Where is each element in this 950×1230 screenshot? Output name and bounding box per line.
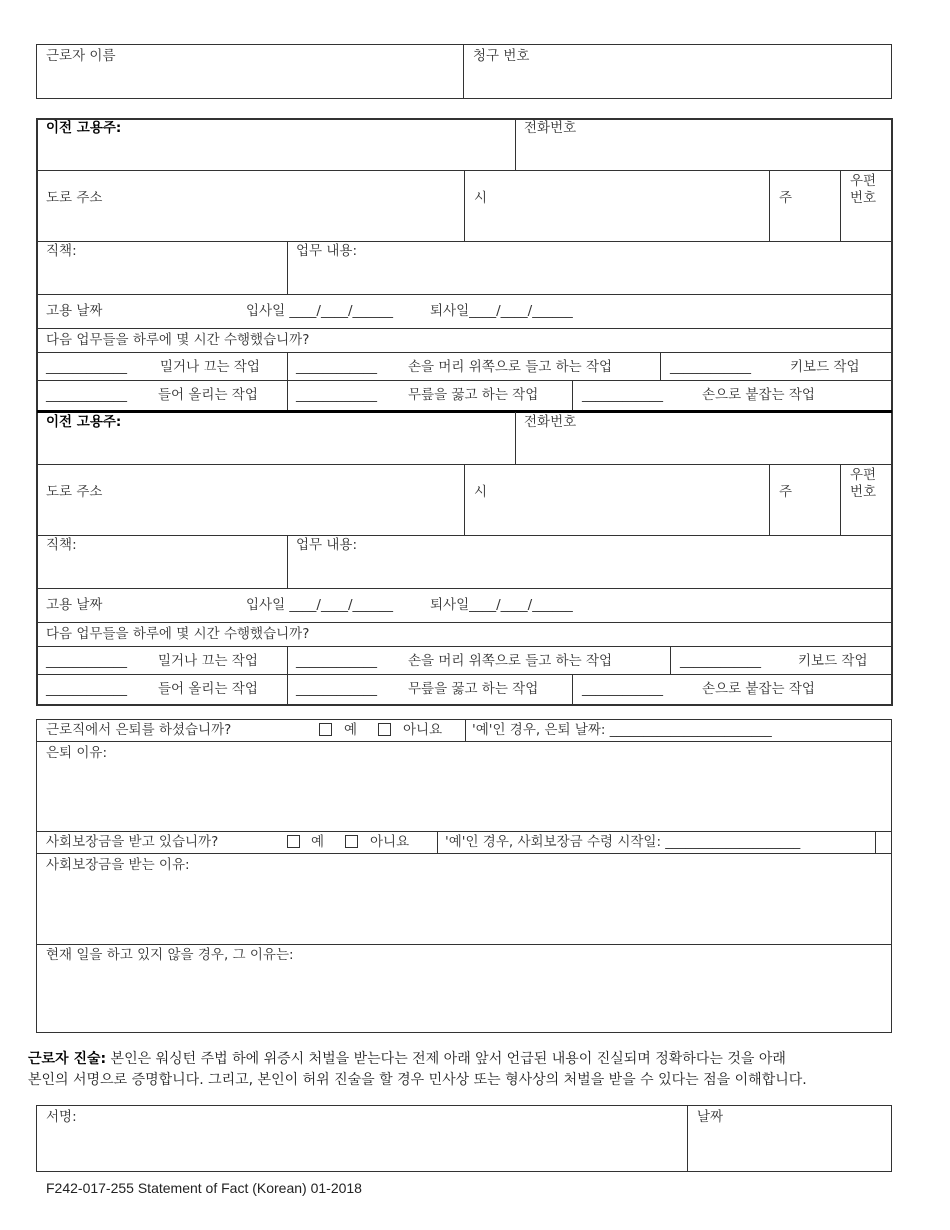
ss-no-label: 아니요	[370, 834, 410, 850]
not-working-reason-field[interactable]: 현재 일을 하고 있지 않을 경우, 그 이유는:	[46, 947, 294, 963]
retired-no-checkbox[interactable]	[378, 723, 391, 736]
retired-yes-checkbox[interactable]	[319, 723, 332, 736]
task-lifting: 들어 올리는 작업	[158, 387, 258, 403]
city-field[interactable]: 시	[474, 190, 488, 206]
statement-line-1: 본인은 워싱턴 주법 하에 위증시 처벌을 받는다는 전제 아래 앞서 언급된 내용이 진실되며 정확하다는 것을 아래	[106, 1051, 786, 1067]
retired-question: 근로직에서 은퇴를 하셨습니까?	[46, 722, 232, 738]
end-date-field[interactable]: 퇴사일____/____/______	[430, 597, 573, 613]
street-address-field[interactable]: 도로 주소	[46, 190, 103, 206]
street-address-field[interactable]: 도로 주소	[46, 484, 103, 500]
start-date-field[interactable]: 입사일 ____/____/______	[246, 303, 394, 319]
zip-label-2: 번호	[850, 190, 877, 206]
retirement-reason-field[interactable]: 은퇴 이유:	[46, 745, 108, 761]
task-grasping: 손으로 붙잡는 작업	[702, 387, 815, 403]
task-overhead: 손을 머리 위쪽으로 들고 하는 작업	[408, 653, 613, 669]
employment-dates-label: 고용 날짜	[46, 597, 103, 613]
worker-name-field[interactable]: 근로자 이름	[46, 48, 116, 64]
retirement-section	[36, 719, 892, 1033]
hours-blank-kneeling[interactable]: ____________	[296, 387, 377, 403]
statement-line-2: 본인의 서명으로 증명합니다. 그리고, 본인이 허위 진술을 할 경우 민사상 또는 형사상의 처벌을 받을 수 있다는 점을 이해합니다.	[28, 1072, 807, 1088]
start-date-field[interactable]: 입사일 ____/____/______	[246, 597, 394, 613]
ss-start-date-field[interactable]: '예'인 경우, 사회보장금 수령 시작일: ____________________	[445, 834, 801, 850]
hours-blank-overhead[interactable]: ____________	[296, 653, 377, 669]
job-title-field[interactable]: 직책:	[46, 243, 77, 259]
form-footer: F242-017-255 Statement of Fact (Korean) 01-2018	[46, 1180, 362, 1196]
task-overhead: 손을 머리 위쪽으로 들고 하는 작업	[408, 359, 613, 375]
previous-employer-field[interactable]: 이전 고용주:	[46, 414, 122, 430]
signature-box	[36, 1105, 892, 1172]
phone-field[interactable]: 전화번호	[524, 120, 577, 136]
claim-number-field[interactable]: 청구 번호	[473, 48, 530, 64]
state-field[interactable]: 주	[779, 484, 793, 500]
zip-label-2: 번호	[850, 484, 877, 500]
previous-employer-field[interactable]: 이전 고용주:	[46, 120, 122, 136]
statement-heading: 근로자 진술:	[28, 1051, 107, 1067]
hours-blank-lifting[interactable]: ____________	[46, 387, 127, 403]
retirement-date-field[interactable]: '예'인 경우, 은퇴 날짜: ________________________	[472, 722, 772, 738]
hours-blank-grasping[interactable]: ____________	[582, 681, 663, 697]
ss-reason-field[interactable]: 사회보장금을 받는 이유:	[46, 857, 190, 873]
hours-blank-push-pull[interactable]: ____________	[46, 653, 127, 669]
hours-question: 다음 업무들을 하루에 몇 시간 수행했습니까?	[46, 332, 310, 348]
hours-blank-kneeling[interactable]: ____________	[296, 681, 377, 697]
hours-blank-push-pull[interactable]: ____________	[46, 359, 127, 375]
task-push-pull: 밀거나 끄는 작업	[160, 359, 260, 375]
social-security-question: 사회보장금을 받고 있습니까?	[46, 834, 219, 850]
state-field[interactable]: 주	[779, 190, 793, 206]
employer-block-1	[0, 0, 950, 403]
duties-field[interactable]: 업무 내용:	[296, 243, 358, 259]
zip-field[interactable]: 우편	[850, 173, 877, 189]
end-date-field[interactable]: 퇴사일____/____/______	[430, 303, 573, 319]
task-lifting: 들어 올리는 작업	[158, 681, 258, 697]
hours-blank-grasping[interactable]: ____________	[582, 387, 663, 403]
ss-yes-label: 예	[311, 834, 325, 850]
hours-blank-lifting[interactable]: ____________	[46, 681, 127, 697]
worker-statement	[28, 1049, 786, 1069]
retired-yes-label: 예	[344, 722, 358, 738]
ss-no-checkbox[interactable]	[345, 835, 358, 848]
retired-no-label: 아니요	[403, 722, 443, 738]
task-push-pull: 밀거나 끄는 작업	[158, 653, 258, 669]
employer-block-2	[0, 294, 950, 697]
city-field[interactable]: 시	[474, 484, 488, 500]
job-title-field[interactable]: 직책:	[46, 537, 77, 553]
employment-dates-label: 고용 날짜	[46, 303, 103, 319]
ss-yes-checkbox[interactable]	[287, 835, 300, 848]
task-grasping: 손으로 붙잡는 작업	[702, 681, 815, 697]
duties-field[interactable]: 업무 내용:	[296, 537, 358, 553]
hours-blank-keyboard[interactable]: ____________	[670, 359, 751, 375]
phone-field[interactable]: 전화번호	[524, 414, 577, 430]
zip-field[interactable]: 우편	[850, 467, 877, 483]
task-keyboard: 키보드 작업	[798, 653, 868, 669]
signature-field[interactable]: 서명:	[46, 1109, 77, 1125]
date-field[interactable]: 날짜	[697, 1109, 724, 1125]
hours-question: 다음 업무들을 하루에 몇 시간 수행했습니까?	[46, 626, 310, 642]
task-kneeling: 무릎을 꿇고 하는 작업	[408, 681, 539, 697]
task-kneeling: 무릎을 꿇고 하는 작업	[408, 387, 539, 403]
task-keyboard: 키보드 작업	[790, 359, 860, 375]
hours-blank-keyboard[interactable]: ____________	[680, 653, 761, 669]
hours-blank-overhead[interactable]: ____________	[296, 359, 377, 375]
